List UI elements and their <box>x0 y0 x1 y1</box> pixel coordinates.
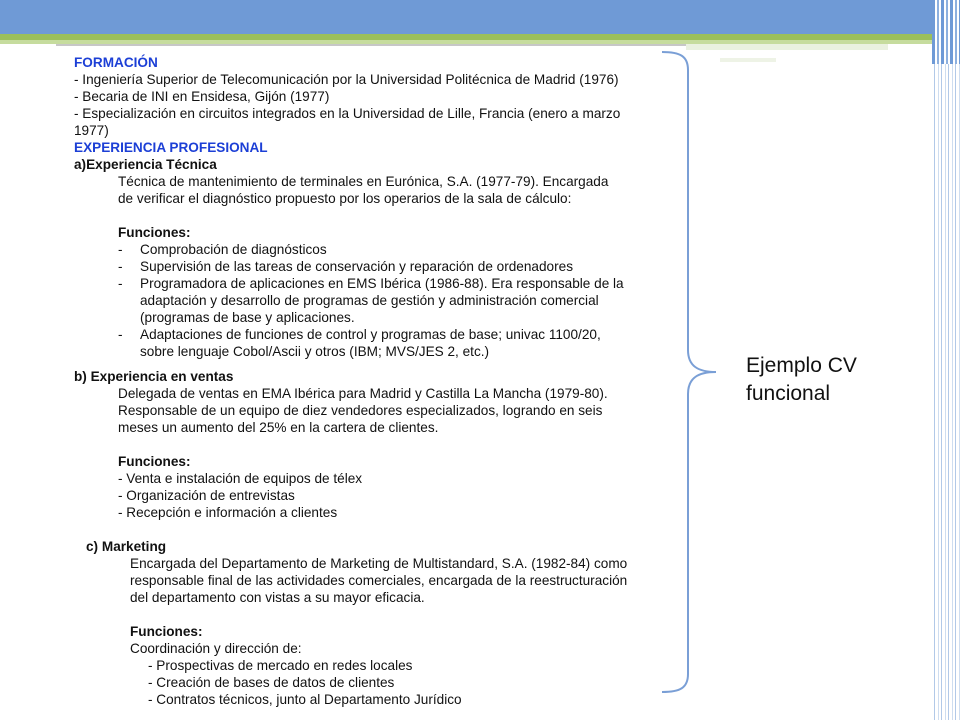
ventas-desc: Delegada de ventas en EMA Ibérica para Madrid y Castilla La Mancha (1979-80). <box>118 386 608 401</box>
ventas-funciones-label: Funciones: <box>118 454 191 469</box>
marketing-item: - Creación de bases de datos de clientes <box>148 675 395 690</box>
ventas-desc: meses un aumento del 25% en la cartera de clientes. <box>118 420 439 435</box>
marketing-item: - Contratos técnicos, junto al Departamento Jurídico <box>148 692 462 707</box>
right-brace-icon <box>660 50 720 694</box>
decorative-rule-small <box>720 58 776 62</box>
marketing-coord-label: Coordinación y dirección de: <box>130 641 302 656</box>
formacion-item: - Ingeniería Superior de Telecomunicación por la Universidad Politécnica de Madrid (1976) <box>74 72 619 87</box>
slide-caption <box>746 352 936 408</box>
ventas-item: - Recepción e información a clientes <box>118 505 338 520</box>
caption-line: funcional <box>746 382 831 405</box>
tecnica-funciones-label: Funciones: <box>118 225 191 240</box>
tecnica-desc: de verificar el diagnóstico propuesto por los operarios de la sala de cálculo: <box>118 191 572 206</box>
formacion-item: - Becaria de INI en Ensidesa, Gijón (1977) <box>74 89 330 104</box>
ventas-desc: Responsable de un equipo de diez vendedores especializados, logrando en seis <box>118 403 603 418</box>
marketing-desc: responsable final de las actividades comerciales, encargada de la reestructuración <box>130 573 628 588</box>
tecnica-item: - Comprobación de diagnósticos <box>118 242 327 257</box>
formacion-heading: FORMACIÓN <box>74 55 158 70</box>
cv-document-image <box>56 44 686 720</box>
ventas-title: b) Experiencia en ventas <box>74 369 234 384</box>
tecnica-item: - Programadora de aplicaciones en EMS Ibérica (1986-88). Era responsable de la adaptación y desarrollo de programas de gestión y administración comercial (programas de base y aplicaciones. <box>118 276 624 325</box>
formacion-item: 1977) <box>74 123 109 138</box>
tecnica-title: a)Experiencia Técnica <box>74 157 217 172</box>
experiencia-heading: EXPERIENCIA PROFESIONAL <box>74 140 268 155</box>
formacion-list <box>56 71 686 139</box>
tecnica-desc: Técnica de mantenimiento de terminales en Eurónica, S.A. (1977-79). Encargada <box>118 174 609 189</box>
formacion-item: - Especialización en circuitos integrados en la Universidad de Lille, Francia (enero a marzo <box>74 106 621 121</box>
marketing-item: - Prospectivas de mercado en redes locales <box>148 658 413 673</box>
tecnica-item: - Adaptaciones de funciones de control y programas de base; univac 1100/20, sobre lenguaje Cobol/Ascii y otros (IBM; MVS/JES 2, etc.) <box>118 327 601 359</box>
header-bar-blue <box>0 0 932 34</box>
marketing-title: c) Marketing <box>86 539 167 554</box>
ventas-item: - Organización de entrevistas <box>118 488 295 503</box>
tecnica-item: - Supervisión de las tareas de conservación y reparación de ordenadores <box>118 259 573 274</box>
ventas-item: - Venta e instalación de equipos de télex <box>118 471 363 486</box>
corner-stripes <box>932 0 960 64</box>
cut-top-line <box>56 44 686 54</box>
side-stripes <box>932 0 960 720</box>
caption-line: Ejemplo CV <box>746 354 857 377</box>
marketing-desc: Encargada del Departamento de Marketing de Multistandard, S.A. (1982-84) como <box>130 556 628 571</box>
marketing-desc: del departamento con vistas a su mayor eficacia. <box>130 590 425 605</box>
marketing-funciones-label: Funciones: <box>130 624 203 639</box>
